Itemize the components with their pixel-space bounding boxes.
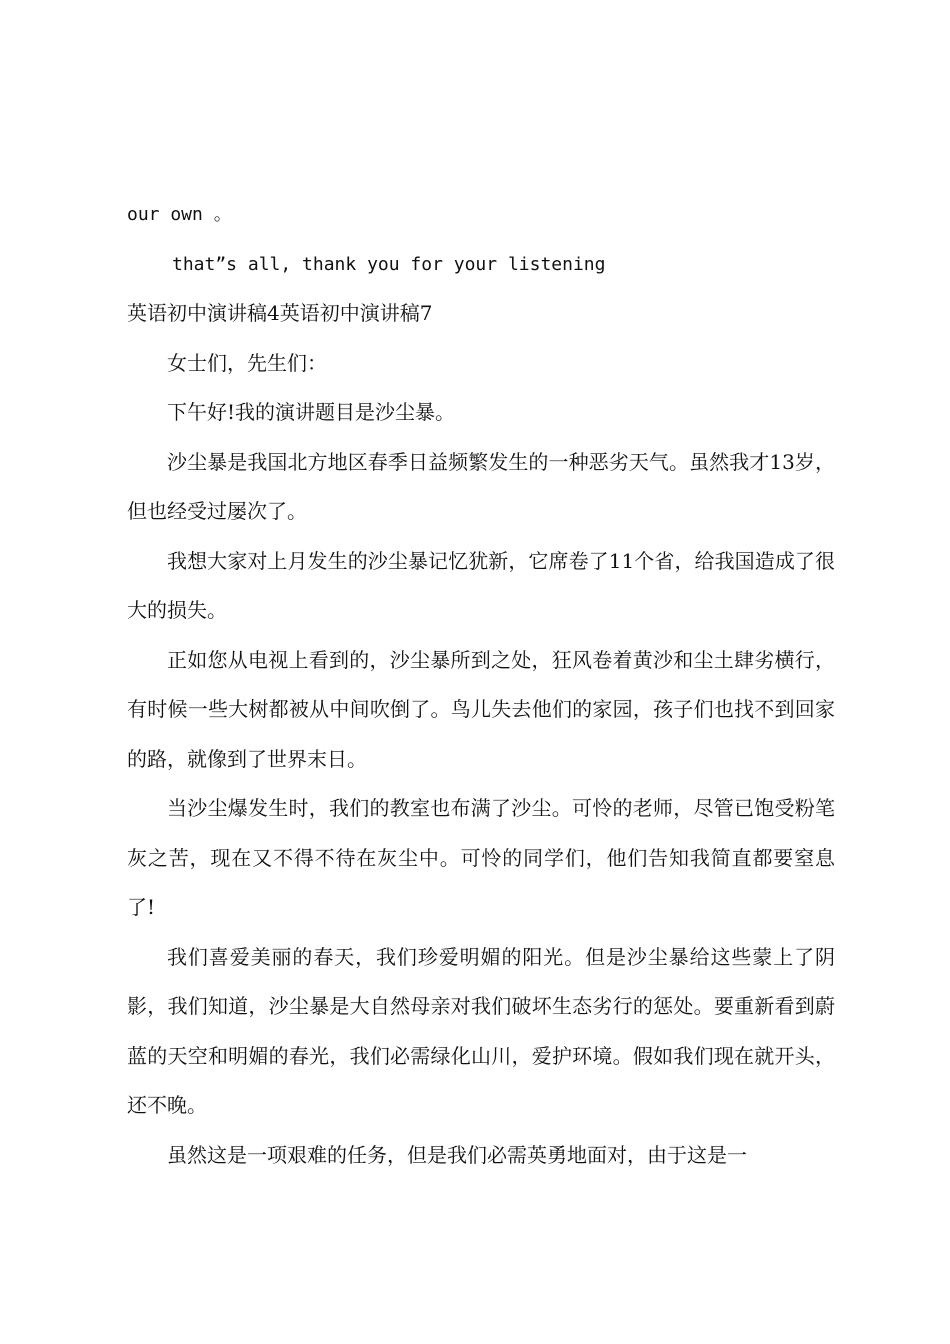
closing-text-line: that”s all, thank you for your listening — [172, 253, 606, 275]
paragraph: 我们喜爱美丽的春天，我们珍爱明媚的阳光。但是沙尘暴给这些蒙上了阴影，我们知道，沙尘暴是大自然母亲对我们破坏生态劣行的惩处。要重新看到蔚蓝的天空和明媚的春光，我们必需绿化山川，爱护环境。假如我们现在就开头，还不晚。 — [127, 944, 835, 1117]
continued-text-line: our own 。 — [127, 204, 232, 225]
paragraph: 正如您从电视上看到的，沙尘暴所到之处，狂风卷着黄沙和尘土肆劣横行，有时候一些大树都被从中间吹倒了。鸟儿失去他们的家园，孩子们也找不到回家的路，就像到了世界末日。 — [127, 647, 835, 771]
paragraph: 虽然这是一项艰难的任务，但是我们必需英勇地面对，由于这是一 — [167, 1142, 747, 1167]
paragraph: 女士们，先生们： — [167, 350, 327, 375]
document-body — [127, 190, 835, 1180]
paragraph: 当沙尘爆发生时，我们的教室也布满了沙尘。可怜的老师，尽管已饱受粉笔灰之苦，现在又不得不待在灰尘中。可怜的同学们，他们告知我简直都要窒息了! — [127, 796, 835, 919]
paragraph: 我想大家对上月发生的沙尘暴记忆犹新，它席卷了11个省，给我国造成了很大的损失。 — [127, 548, 835, 622]
paragraph: 下午好!我的演讲题目是沙尘暴。 — [167, 400, 456, 424]
section-title: 英语初中演讲稿4英语初中演讲稿7 — [127, 301, 433, 325]
paragraph: 沙尘暴是我国北方地区春季日益频繁发生的一种恶劣天气。虽然我才13岁，但也经受过屡次了。 — [127, 449, 835, 523]
